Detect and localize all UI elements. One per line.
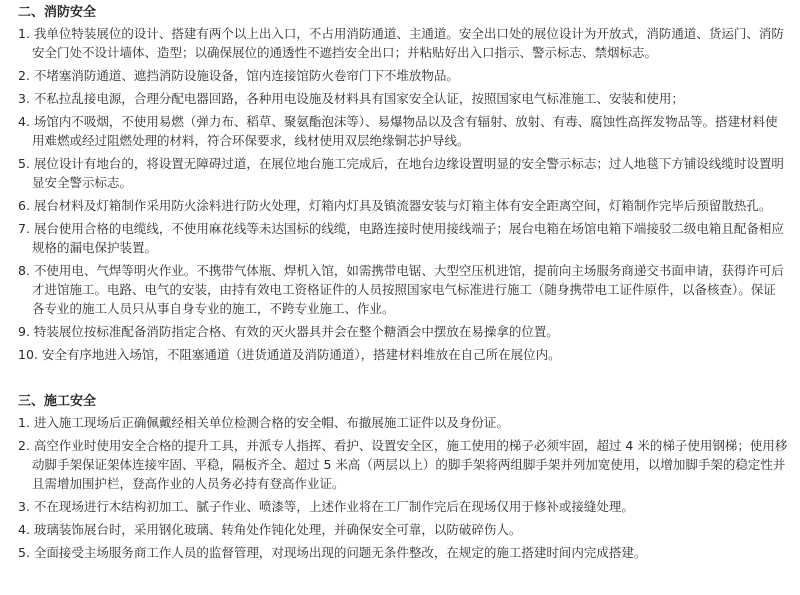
item-number: 10.	[18, 347, 38, 362]
list-item	[18, 413, 788, 432]
item-number: 5.	[18, 545, 30, 560]
item-text: 不堵塞消防通道、遮挡消防设施设备，馆内连接馆防火卷帘门下不堆放物品。	[33, 68, 459, 83]
list-item	[18, 322, 788, 341]
item-number: 9.	[18, 324, 30, 339]
list-item	[18, 436, 788, 493]
section-title-construction-safety: 三、施工安全	[18, 394, 97, 409]
item-text: 场馆内不吸烟，不使用易燃（弹力布、稻草、聚氨酯泡沫等）、易爆物品以及含有辐射、放射、有毒、腐蚀性高挥发物品等。搭建材料使用难燃或经过阻燃处理的材料，符合环保要求，线材使用双层绝缘铜芯护导线。	[32, 114, 778, 148]
item-text: 不私拉乱接电源，合理分配电器回路，各种用电设施及材料具有国家安全认证，按照国家电气标准施工、安装和使用；	[33, 91, 684, 106]
item-number: 1.	[18, 26, 30, 41]
list-item	[18, 261, 788, 318]
list-item	[18, 154, 788, 192]
list-item	[18, 543, 788, 562]
item-number: 3.	[18, 91, 30, 106]
item-text: 展台使用合格的电缆线，不使用麻花线等未达国标的线缆，电路连接时使用接线端子；展台电箱在场馆电箱下端接驳二级电箱且配备相应规格的漏电保护装置。	[32, 221, 784, 255]
item-text: 进入施工现场后正确佩戴经相关单位检测合格的安全帽、布撤展施工证件以及身份证。	[33, 415, 509, 430]
item-number: 6.	[18, 198, 30, 213]
fire-safety-list	[18, 24, 788, 364]
item-number: 3.	[18, 499, 30, 514]
item-number: 2.	[18, 438, 30, 453]
item-number: 8.	[18, 263, 30, 278]
construction-safety-list	[18, 413, 788, 562]
item-number: 1.	[18, 415, 30, 430]
list-item	[18, 345, 788, 364]
item-number: 4.	[18, 522, 30, 537]
item-text: 展位设计有地台的，将设置无障碍过道，在展位地台施工完成后，在地台边缘设置明显的安全警示标志；过人地毯下方铺设线缆时设置明显安全警示标志。	[32, 156, 784, 190]
item-text: 我单位特装展位的设计、搭建有两个以上出入口，不占用消防通道、主通道。安全出口处的展位设计为开放式，消防通道、货运门、消防安全门处不设计墙体、造型；以确保展位的通透性不遮挡安全出口；并粘贴好出入口指示、警示标志、禁烟标志。	[32, 26, 784, 60]
item-text: 全面接受主场服务商工作人员的监督管理，对现场出现的问题无条件整改，在规定的施工搭建时间内完成搭建。	[33, 545, 647, 560]
list-item	[18, 196, 788, 215]
item-text: 玻璃装饰展台时，采用钢化玻璃、转角处作钝化处理，并确保安全可靠，以防破碎伤人。	[33, 522, 522, 537]
list-item	[18, 66, 788, 85]
item-text: 不在现场进行木结构初加工、腻子作业、喷漆等，上述作业将在工厂制作完后在现场仅用于修补或接缝处理。	[33, 499, 634, 514]
item-number: 5.	[18, 156, 30, 171]
item-text: 不使用电、气焊等明火作业。不携带气体瓶、焊机入馆，如需携带电锯、大型空压机进馆，提前向主场服务商递交书面申请，获得许可后才进馆施工。电路、电气的安装，由持有效电工资格证件的人员按照国家电气标准进行施工（随身携带电工证件原件，以备核查）。保证各专业的施工人员只从事自身专业的施工，不跨专业施工、作业。	[32, 263, 784, 316]
list-item	[18, 497, 788, 516]
list-item	[18, 24, 788, 62]
list-item	[18, 112, 788, 150]
item-text: 展台材料及灯箱制作采用防火涂料进行防火处理，灯箱内灯具及镇流器安装与灯箱主体有安全距离空间，灯箱制作完毕后预留散热孔。	[33, 198, 772, 213]
item-text: 安全有序地进入场馆，不阻塞通道（进货通道及消防通道），搭建材料堆放在自己所在展位内。	[41, 347, 561, 362]
list-item	[18, 89, 788, 108]
list-item	[18, 520, 788, 539]
section-title-fire-safety: 二、消防安全	[18, 5, 97, 20]
item-number: 4.	[18, 114, 30, 129]
item-text: 特装展位按标准配备消防指定合格、有效的灭火器具并会在整个糖酒会中摆放在易操拿的位置。	[33, 324, 559, 339]
item-number: 2.	[18, 68, 30, 83]
list-item	[18, 219, 788, 257]
item-text: 高空作业时使用安全合格的提升工具，并派专人指挥、看护、设置安全区，施工使用的梯子必须牢固，超过 4 米的梯子使用钢梯；使用移动脚手架保证架体连接牢固、平稳，隔板齐全、超过 5 米高（两层以上）的脚手架将两组脚手架并列加宽使用，以增加脚手架的稳定性并且需增加围护栏，登高作业的人员务必持有登高作业证。	[32, 438, 788, 491]
item-number: 7.	[18, 221, 30, 236]
